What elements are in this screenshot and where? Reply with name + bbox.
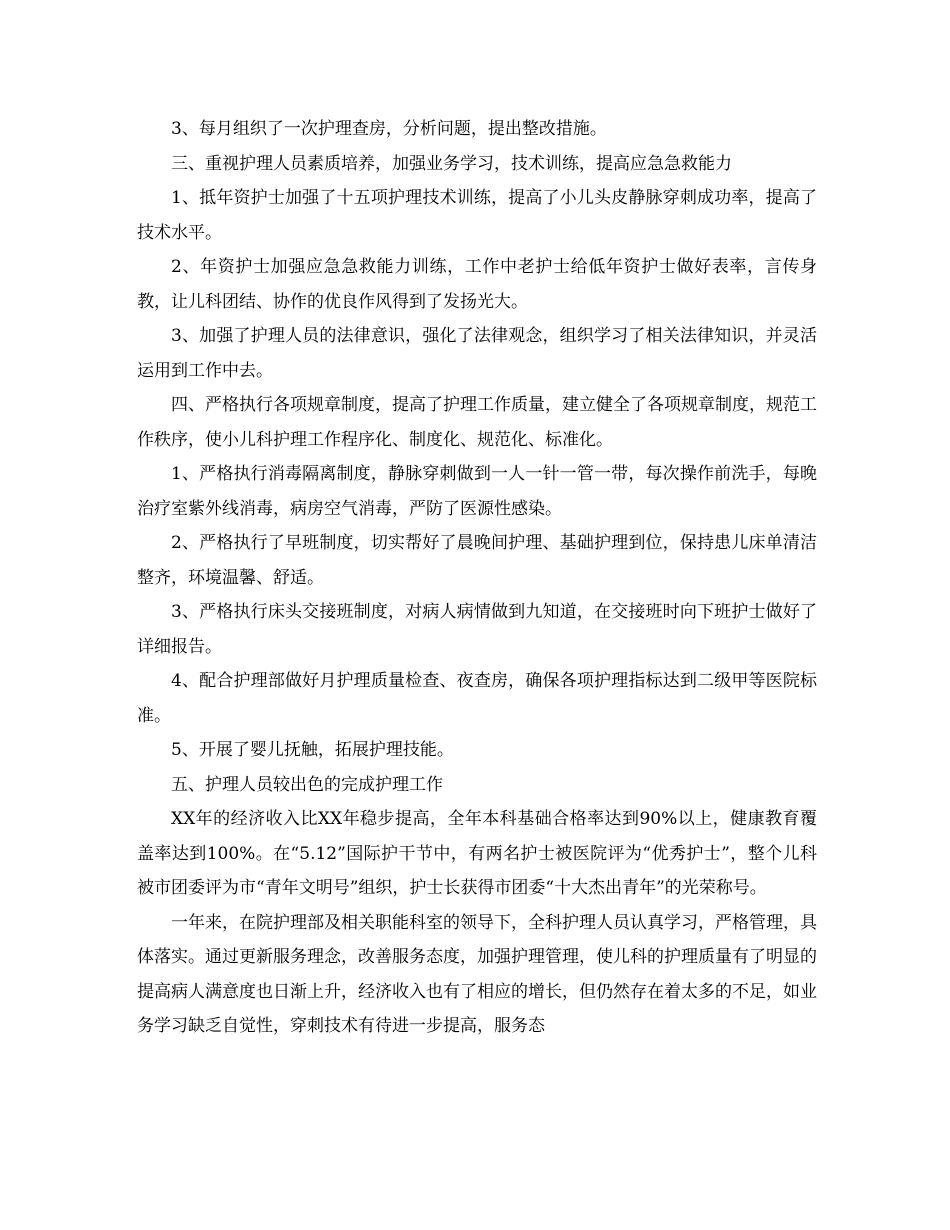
paragraph: XX年的经济收入比XX年稳步提高，全年本科基础合格率达到90%以上，健康教育覆盖率达到100%。在“5.12”国际护干节中，有两名护士被医院评为“优秀护士”，整个儿科被市团委评为市“青年文明号”组织，护士长获得市团委“十大杰出青年”的光荣称号。 xyxy=(137,809,817,898)
section-heading: 三、重视护理人员素质培养，加强业务学习，技术训练，提高应急急救能力 xyxy=(171,153,732,174)
paragraph: 3、每月组织了一次护理查房，分析问题，提出整改措施。 xyxy=(171,119,607,139)
document-body xyxy=(137,112,817,1044)
paragraph: 4、配合护理部做好月护理质量检查、夜查房，确保各项护理指标达到二级甲等医院标准。 xyxy=(137,671,817,726)
paragraph: 2、年资护士加强应急急救能力训练，工作中老护士给低年资护士做好表率，言传身教，让儿科团结、协作的优良作风得到了发扬光大。 xyxy=(137,257,817,312)
section-heading: 五、护理人员较出色的完成护理工作 xyxy=(171,774,443,795)
paragraph: 2、严格执行了早班制度，切实帮好了晨晚间护理、基础护理到位，保持患儿床单清洁整齐，环境温馨、舒适。 xyxy=(137,533,817,588)
paragraph: 一年来，在院护理部及相关职能科室的领导下，全科护理人员认真学习，严格管理，具体落实。通过更新服务理念，改善服务态度，加强护理管理，使儿科的护理质量有了明显的提高病人满意度也日渐上升，经济收入也有了相应的增长，但仍然存在着太多的不足，如业务学习缺乏自觉性，穿刺技术有待进一步提高，服务态 xyxy=(137,912,817,1036)
paragraph: 5、开展了婴儿抚触，拓展护理技能。 xyxy=(171,740,454,760)
paragraph: 1、严格执行消毒隔离制度，静脉穿刺做到一人一针一管一带，每次操作前洗手，每晚治疗室紫外线消毒，病房空气消毒，严防了医源性感染。 xyxy=(137,464,817,519)
section-heading: 四、严格执行各项规章制度，提高了护理工作质量，建立健全了各项规章制度，规范工作秩序，使小儿科护理工作程序化、制度化、规范化、标准化。 xyxy=(137,395,817,450)
paragraph: 1、抵年资护士加强了十五项护理技术训练，提高了小儿头皮静脉穿刺成功率，提高了技术水平。 xyxy=(137,188,817,243)
paragraph: 3、严格执行床头交接班制度，对病人病情做到九知道，在交接班时向下班护士做好了详细报告。 xyxy=(137,602,817,657)
paragraph: 3、加强了护理人员的法律意识，强化了法律观念，组织学习了相关法律知识，并灵活运用到工作中去。 xyxy=(137,326,817,381)
